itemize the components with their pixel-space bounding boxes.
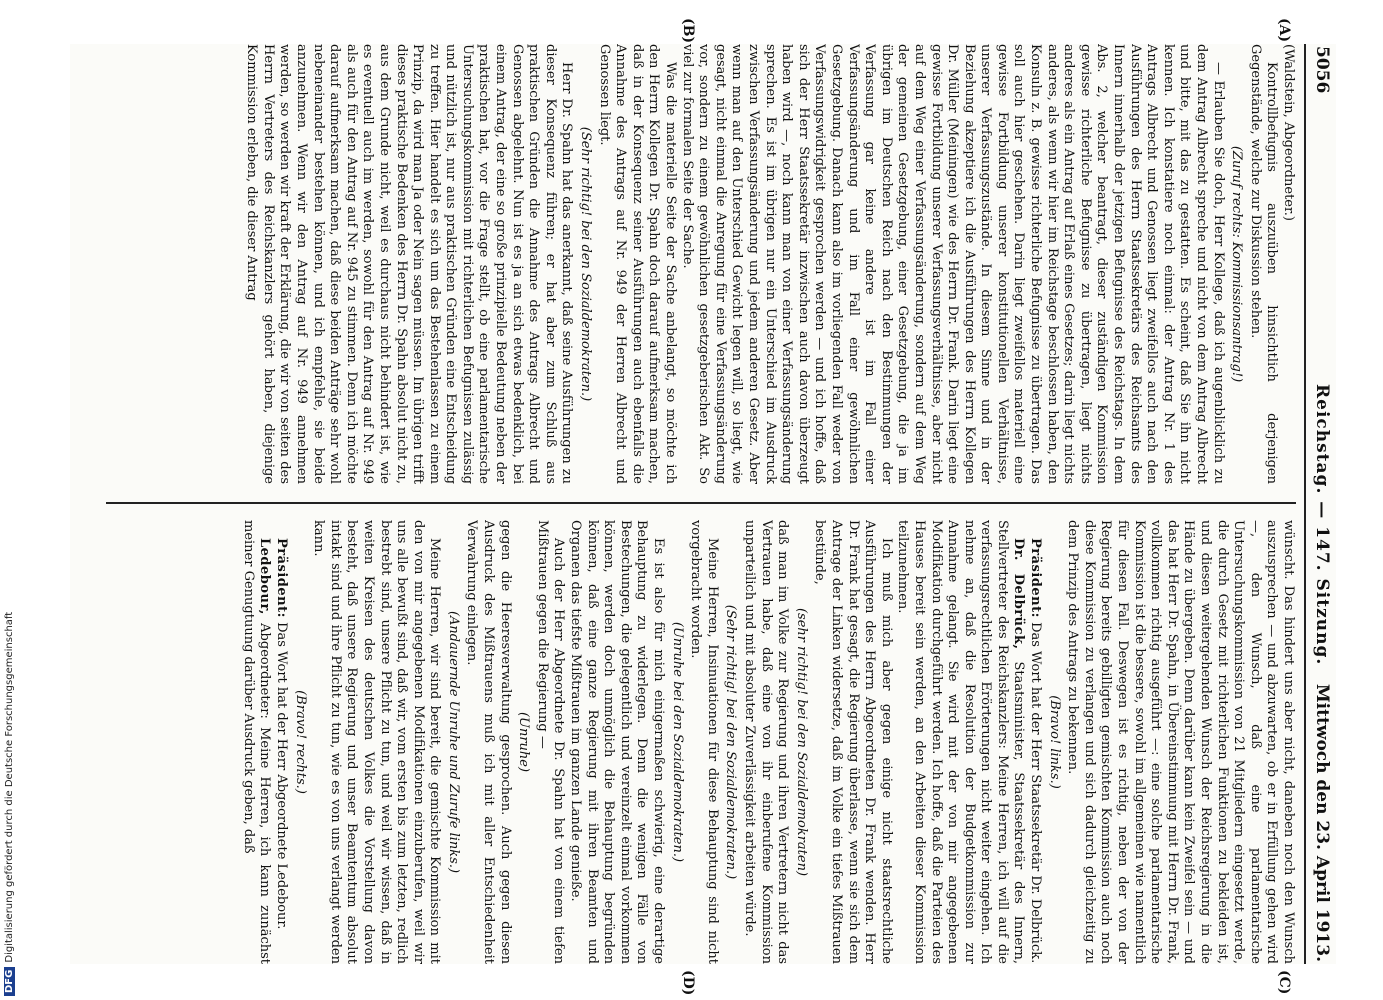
interjection: (Unruhe bei den Sozialdemokraten.): [669, 621, 685, 863]
margin-letter-c: (C): [1276, 970, 1292, 995]
speaker-paragraph: [1027, 520, 1044, 964]
interjection: (Unruhe): [516, 711, 532, 773]
speech-text: Staatsminister, Staatssekretär des Innern, Stellvertreter des Reichskanzlers: Meine Herren, ich will auf die verfassungsrechtlichen Erörterungen nicht weiter eingehen. Ich nehme an, daß die Resolution der Budgetkommission zur Annahme gelangt. Sie wird mit der von mir angegebenen Modifikation durchgeführt werden. Ich hoffe, daß die Parteien des Hauses bereit sein werden, an den Arbeiten dieser Kommission teilzunehmen.: [895, 520, 1027, 964]
interjection: (Sehr richtig! bei den Sozialdemokraten.): [578, 126, 594, 402]
interjection: (Bravo! rechts.): [292, 690, 308, 794]
paragraph: daß man im Volke zur Regierung und ihren Vertretern nicht das Vertrauen habe, daß eine von ihr einberufene Kommission unparteilich und mit absoluter Zuverlässigkeit arbeiten würde.: [742, 520, 791, 964]
interjection: (Bravo! links.): [1046, 695, 1062, 789]
speech-text: Das Wort hat der Herr Staatssekretär Dr. Delbrück.: [1028, 622, 1044, 964]
margin-letter-a: (A): [1276, 18, 1292, 43]
speech-text: Das Wort hat der Herr Abgeordnete Ledebour.: [273, 622, 289, 930]
paragraph: Auch der Herr Abgeordnete Dr. Spahn hat von einem tiefen Mißtrauen gegen die Regierung —: [534, 520, 567, 964]
scanned-page: [70, 18, 1336, 996]
paragraph: Was die materielle Seite der Sache anbelangt, so möchte ich den Herrn Kollegen Dr. Spahn doch darauf aufmerksam machen, daß in der Konsequenz seiner Ausführungen auch ebenfalls die Annahme des Antrags auf Nr. 949 der Herren Albrecht und Genossen liegt.: [596, 44, 679, 484]
interjection: (Zuruf rechts: Kommissionsantrag!): [1229, 145, 1245, 383]
left-column: [76, 44, 1296, 484]
speaker-name: Dr. Delbrück,: [1011, 538, 1027, 650]
interjection: (sehr richtig! bei den Sozialdemokraten): [793, 607, 809, 877]
paragraph: Kontrollbefugnis auszuüben hinsichtlich derjenigen Gegenstände, welche zur Diskussion stehen.: [1247, 44, 1280, 484]
paragraph: — Erlauben Sie doch, Herr Kollege, daß ich augenblicklich zu dem Antrag Albrecht spreche und nicht von dem Antrag Albrecht und bitte, mit das zu gestatten. Es scheint, daß Sie ihn nicht kennen. Ich konstatiere noch einmal: der Antrag Nr. 1 des Antrags Albrecht und Genossen liegt zweifellos auch nach den Ausführungen des Herrn Staatssekretärs des Reichsamts des Innern innerhalb der jetzigen Befugnisse des Reichstags. In dem Abs. 2, welcher beantragt, dieser zuständigen Kommission gewisse richterliche Befugnisse zu übertragen, liegt nichts anderes als ein Antrag auf Erlaß eines Gesetzes; darin liegt nichts anderes, als wenn wir hier im Reichstage beschlossen haben, den Konsuln z. B. gewisse richterliche Befugnisse zu übertragen. Das soll auch hier geschehen. Darin liegt zweifellos materiell eine gewisse Fortbildung unserer konstitutionellen Verhältnisse, unserer Verfassungszustände. In diesem Sinne und in der Beziehung akzeptiere ich die Ausführungen des Herrn Kollegen Dr. Müller (Meiningen) wie des Herrn Dr. Frank. Darin liegt eine gewisse Fortbildung unserer Verfassungsverhältnisse, aber nicht auf dem Weg einer Verfassungsänderung, sondern auf dem Weg der gemeinen Gesetzgebung, einer Gesetzgebung, die ja im übrigen im Deutschen Reich nach den Bestimmungen der Verfassung gar keine andere ist im Fall einer Verfassungsänderung und im Fall einer gewöhnlichen Gesetzgebung. Danach kann also im vorliegenden Fall weder von Verfassungswidrigkeit gesprochen werden — und ich hoffe, daß sich der Herr Staatssekretär inzwischen auch davon überzeugt haben wird —, noch kann man von einer Verfassungsänderung sprechen. Es ist im übrigen nur ein Unterschied im Ausdruck zwischen Verfassungsänderung und jedem anderen Gesetz. Aber wenn man auf den Unterschied Gewicht legen will, so liegt, wie gesagt, nicht einmal die Anregung für eine Verfassungsänderung vor, sondern zu einem gewöhnlichen gesetzgeberischen Akt. So viel zur formalen Seite der Sache.: [679, 44, 1226, 484]
interjection: (Sehr richtig! bei den Sozialdemokraten.): [723, 604, 739, 880]
paragraph: Meine Herren, wir sind bereit, die gemischte Kommission mit den von mir angegebenen Modifikationen einzuberufen, weil wir uns alle bewußt sind, daß wir, vom ersten bis zum letzten, redlich bestrebt sind, unsere Pflicht zu tun, und weil wir wissen, daß in weiten Kreisen des deutschen Volkes die Vorstellung davon besteht, daß unsere Regierung und unser Beamtentum absolut intakt sind und ihre Pflicht zu tun, wie es von uns verlangt werden kann.: [311, 520, 443, 964]
paragraph: wünscht. Das hindert uns aber nicht, daneben noch den Wunsch auszusprechen — und abzuwarten, ob er in Erfüllung gehen wird —, den Wunsch, daß eine parlamentarische Untersuchungskommission von 21 Mitgliedern eingesetzt werde, die durch Gesetz mit richterlichen Funktionen zu bekleiden ist, und diesen weitergehenden Wunsch der Reichsregierung in die Hände zu übergeben. Denn darüber kann kein Zweifel sein — und das hat Herr Dr. Spahn, in Übereinstimmung mit Herrn Dr. Frank, vollkommen richtig ausgeführt —: eine solche parlamentarische Kommission ist die bessere, sowohl im allgemeinen wie namentlich für diesen Fall. Deswegen ist es richtig, neben der von der Regierung bereits gebilligten gemischten Kommission auch noch diese Kommission zu verlangen und sich dadurch gleichzeitig zu dem Prinzip des Antrags zu bekennen.: [1065, 520, 1296, 964]
column-divider: [106, 502, 1296, 504]
page-number: 5056: [1312, 46, 1332, 94]
speaker-paragraph: [272, 520, 289, 964]
speaker-intro: (Waldstein, Abgeordneter.): [1281, 44, 1296, 221]
page-header: [1304, 44, 1336, 964]
paragraph: Ich muß mich aber gegen einige nicht staatsrechtliche Ausführungen des Herrn Abgeordneten Dr. Frank wenden. Herr Dr. Frank hat gesagt, die Regierung überlasse, wenn sie sich dem Antrage der Linken widersetze, daß im Volke ein tiefes Mißtrauen bestünde,: [812, 520, 894, 964]
speaker-name: Präsident:: [273, 538, 289, 618]
session-date: Mittwoch den 23. April 1913.: [1312, 683, 1332, 962]
paragraph: gegen die Heeresverwaltung gesprochen. Auch gegen diesen Ausdruck des Mißtrauens muß ich mit aller Entschiedenheit Verwahrung einlegen.: [464, 520, 513, 964]
interjection: (Andauernde Unruhe und Zurufe links.): [445, 610, 461, 874]
speech-text: Abgeordneter: Meine Herren, ich kann zunächst meiner Genugtuung darüber Ausdruck geben, daß: [240, 520, 273, 964]
session-title: Reichstag. — 147. Sitzung.: [1312, 384, 1332, 666]
paragraph: Meine Herren, Insinuationen für diese Behauptung sind nicht vorgebracht worden.: [688, 520, 720, 964]
dfg-logo: DFG: [4, 967, 15, 996]
paragraph: Es ist also für mich einigermaßen schwierig, eine derartige Behauptung zu widerlegen. Denn die wenigen Fälle von Bestechungen, die gelegentlich und vereinzelt einmal vorkommen können, werden doch unmöglich die Behauptung begründen können, daß eine ganze Regierung mit ihren Beamten und Organen das tiefste Mißtrauen im ganzen Lande genieße.: [568, 520, 667, 964]
speaker-paragraph: [894, 520, 1027, 964]
speaker-name: Präsident:: [1028, 538, 1044, 618]
paragraph: Herr Dr. Spahn hat das anerkannt, daß seine Ausführungen zu dieser Konsequenz führen; er hat aber zum Schluß aus praktischen Gründen die Annahme des Antrags Albrecht und Genossen abgelehnt. Nun ist es ja an sich etwas bedenklich, bei einem Antrag, der eine so große prinzipielle Bedeutung neben der praktischen hat, vor die Frage stellt, ob eine parlamentarische Untersuchungskommission mit richterlichen Befugnissen zulässig und nützlich ist, nur aus praktischen Gründen eine Entscheidung zu treffen. Hier handelt es sich um das Bestehenlassen zu einem Prinzip, da wird man Ja oder Nein sagen müssen. Im übrigen trifft dieses praktische Bedenken des Herrn Dr. Spahn absolut nicht zu, aus dem Grunde nicht, weil es durchaus nicht behindert ist, wie es eventuell auch im werden, sowohl für den Antrag auf Nr. 949 als auch für den Antrag auf Nr. 945 zu stimmen. Denn ich möchte darauf aufmerksam machen, daß diese beiden Anträge sehr wohl nebeneinander bestehen können, und ich empfehle, sie beide anzunehmen. Wenn wir den Antrag auf Nr. 949 annehmen werden, so werden wir kraft der Erklärung, die wir von seiten des Herrn Vertreters des Reichskanzlers gehört haben, diejenige Kommission erleben, die dieser Antrag: [244, 44, 575, 484]
funding-note: Digitalisierung gefördert durch die Deutsche Forschungsgemeinschaft: [4, 611, 15, 963]
speaker-name: Ledebour,: [257, 538, 273, 615]
speaker-paragraph: [239, 520, 272, 964]
right-column: [76, 520, 1296, 964]
digitization-footer: [4, 6, 15, 996]
margin-letter-b: (B): [680, 18, 696, 44]
margin-letter-d: (D): [680, 970, 696, 996]
